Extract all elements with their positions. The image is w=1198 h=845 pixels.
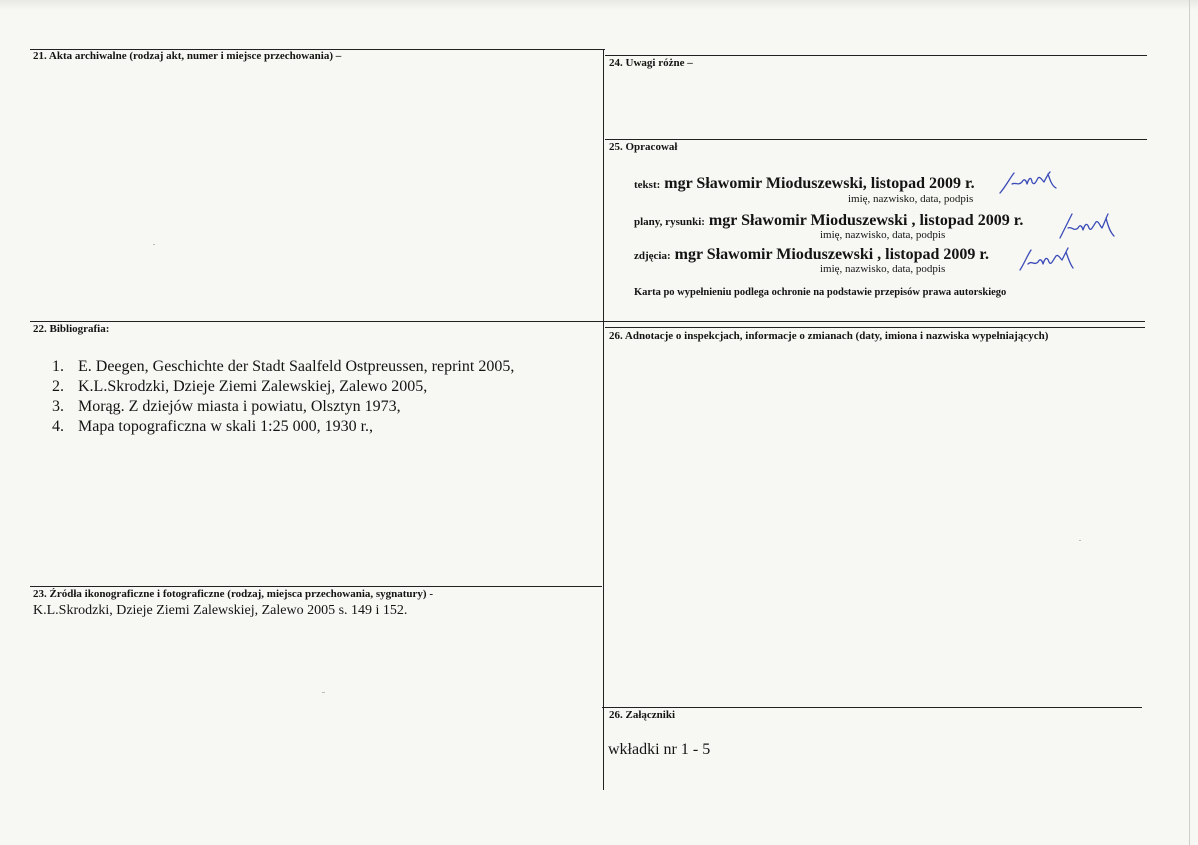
bibliography-number: 4. (52, 418, 64, 435)
section-26-attachments-label: 26. Załączniki (609, 709, 676, 721)
author-kind: tekst: (634, 179, 661, 191)
section-24-label: 24. Uwagi różne – (609, 57, 693, 69)
rule-23-top (30, 586, 602, 587)
bibliography-text: Mapa topograficzna w skali 1:25 000, 1930 r., (78, 418, 374, 435)
scan-edge (1189, 0, 1190, 845)
rule-middle (30, 321, 1145, 322)
author-kind: plany, rysunki: (634, 216, 705, 228)
section-23-text: K.L.Skrodzki, Dzieje Ziemi Zalewskiej, Zalewo 2005 s. 149 i 152. (33, 603, 408, 618)
author-name: mgr Sławomir Mioduszewski , listopad 2009 r. (674, 246, 990, 263)
section-26-annotations-label: 26. Adnotacje o inspekcjach, informacje o zmianach (daty, imiona i nazwiska wypełniających) (609, 330, 1049, 342)
rule-vertical (603, 49, 604, 790)
bibliography-list (52, 357, 514, 437)
section-25-label: 25. Opracował (609, 141, 678, 153)
bibliography-item (52, 397, 514, 417)
author-kind: zdjęcia: (634, 250, 671, 262)
scan-speck (1079, 540, 1081, 541)
section-21-label: 21. Akta archiwalne (rodzaj akt, numer i miejsce przechowania) – (33, 50, 342, 62)
bibliography-number: 2. (52, 378, 64, 395)
bibliography-number: 3. (52, 398, 64, 415)
rule-25-top (605, 139, 1147, 140)
rule-top-right (605, 55, 1147, 56)
signature-image (1058, 210, 1120, 240)
rule-26a-top (605, 327, 1145, 328)
author-name: mgr Sławomir Mioduszewski , listopad 2009 r. (708, 212, 1024, 229)
bibliography-number: 1. (52, 358, 64, 375)
scan-speck (153, 244, 155, 245)
bibliography-item (52, 417, 514, 437)
author-row-plans (634, 212, 1023, 230)
rule-26b-top (602, 707, 1142, 708)
author-caption: imię, nazwisko, data, podpis (820, 229, 946, 241)
bibliography-item (52, 377, 514, 397)
author-row-photos (634, 246, 989, 264)
scan-shadow (0, 0, 1198, 10)
section-22-label: 22. Bibliografia: (33, 323, 110, 335)
scan-speck (322, 692, 325, 693)
author-caption: imię, nazwisko, data, podpis (848, 193, 974, 205)
bibliography-text: Morąg. Z dziejów miasta i powiatu, Olsztyn 1973, (78, 398, 401, 415)
signature-image (998, 168, 1062, 196)
bibliography-text: E. Deegen, Geschichte der Stadt Saalfeld Ostpreussen, reprint 2005, (78, 358, 515, 375)
author-row-text (634, 175, 975, 193)
copyright-note: Karta po wypełnieniu podlega ochronie na podstawie przepisów prawa autorskiego (634, 287, 1007, 298)
section-26-attachments-text: wkładki nr 1 - 5 (608, 741, 711, 758)
author-name: mgr Sławomir Mioduszewski, listopad 2009 r. (664, 175, 975, 192)
signature-image (1018, 244, 1076, 274)
bibliography-text: K.L.Skrodzki, Dzieje Ziemi Zalewskiej, Zalewo 2005, (78, 378, 428, 395)
section-23-label: 23. Źródła ikonograficzne i fotograficzne (rodzaj, miejsca przechowania, sygnatury) - (33, 588, 434, 600)
author-caption: imię, nazwisko, data, podpis (820, 263, 946, 275)
bibliography-item (52, 357, 514, 377)
